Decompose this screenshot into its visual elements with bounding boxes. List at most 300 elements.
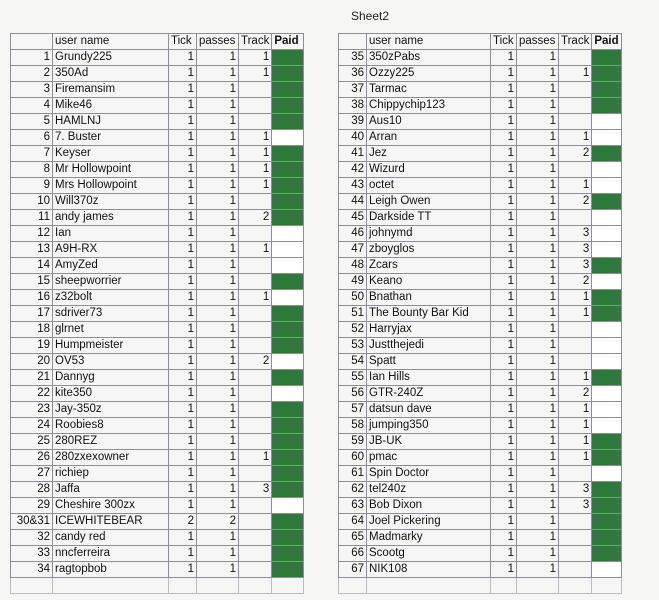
user-name-cell: Mike46 xyxy=(53,98,169,114)
table-row xyxy=(339,466,622,482)
tick-cell: 1 xyxy=(169,242,197,258)
track-cell: 1 xyxy=(239,50,272,66)
track-cell: 1 xyxy=(559,130,592,146)
tick-cell: 1 xyxy=(169,162,197,178)
track-cell: 1 xyxy=(559,418,592,434)
user-name-cell: Mr Hollowpoint xyxy=(53,162,169,178)
tick-cell: 1 xyxy=(491,450,517,466)
user-name-cell: zboyglos xyxy=(367,242,491,258)
tick-cell: 1 xyxy=(491,306,517,322)
sheet-title: Sheet2 xyxy=(351,9,390,23)
paid-cell xyxy=(592,162,622,178)
track-cell xyxy=(239,114,272,130)
table-row xyxy=(11,242,304,258)
row-number: 66 xyxy=(339,546,367,562)
tick-cell: 1 xyxy=(491,562,517,578)
track-cell: 1 xyxy=(559,402,592,418)
user-name-cell: kite350 xyxy=(53,386,169,402)
tick-cell: 1 xyxy=(169,66,197,82)
track-cell: 1 xyxy=(559,370,592,386)
track-cell: 3 xyxy=(559,482,592,498)
paid-cell xyxy=(272,498,304,514)
row-number: 15 xyxy=(11,274,53,290)
paid-cell xyxy=(592,562,622,578)
header-paid: Paid xyxy=(592,34,622,50)
passes-cell: 1 xyxy=(197,354,239,370)
passes-cell: 1 xyxy=(517,50,559,66)
empty-cell xyxy=(367,578,491,594)
passes-cell: 1 xyxy=(517,146,559,162)
user-name-cell: Leigh Owen xyxy=(367,194,491,210)
user-name-cell: GTR-240Z xyxy=(367,386,491,402)
passes-cell: 1 xyxy=(517,290,559,306)
user-name-cell: Firemansim xyxy=(53,82,169,98)
empty-cell xyxy=(11,578,53,594)
paid-cell xyxy=(272,546,304,562)
user-name-cell: Keano xyxy=(367,274,491,290)
track-cell xyxy=(239,402,272,418)
empty-cell xyxy=(53,578,169,594)
track-cell xyxy=(559,114,592,130)
user-name-cell: ragtopbob xyxy=(53,562,169,578)
header-row xyxy=(11,34,304,50)
user-name-cell: Humpmeister xyxy=(53,338,169,354)
user-name-cell: Arran xyxy=(367,130,491,146)
user-name-cell: A9H-RX xyxy=(53,242,169,258)
track-cell: 1 xyxy=(239,130,272,146)
passes-cell: 1 xyxy=(517,98,559,114)
row-number: 3 xyxy=(11,82,53,98)
table-row xyxy=(339,482,622,498)
track-cell: 1 xyxy=(559,306,592,322)
tick-cell: 1 xyxy=(169,450,197,466)
passes-cell: 1 xyxy=(517,274,559,290)
row-number: 2 xyxy=(11,66,53,82)
tick-cell: 1 xyxy=(169,370,197,386)
paid-cell xyxy=(272,514,304,530)
table-row xyxy=(339,322,622,338)
tick-cell: 1 xyxy=(491,338,517,354)
tick-cell: 1 xyxy=(491,146,517,162)
row-number: 53 xyxy=(339,338,367,354)
row-number: 4 xyxy=(11,98,53,114)
row-number: 13 xyxy=(11,242,53,258)
row-number: 10 xyxy=(11,194,53,210)
paid-cell xyxy=(592,450,622,466)
passes-cell: 1 xyxy=(517,386,559,402)
user-name-cell: Ian Hills xyxy=(367,370,491,386)
table-row xyxy=(339,146,622,162)
paid-cell xyxy=(272,178,304,194)
paid-cell xyxy=(272,402,304,418)
row-number: 60 xyxy=(339,450,367,466)
passes-cell: 1 xyxy=(197,290,239,306)
table-row xyxy=(339,162,622,178)
row-number: 58 xyxy=(339,418,367,434)
user-name-cell: Mrs Hollowpoint xyxy=(53,178,169,194)
table-row xyxy=(339,370,622,386)
track-cell xyxy=(559,354,592,370)
row-number: 47 xyxy=(339,242,367,258)
user-name-cell: sheepworrier xyxy=(53,274,169,290)
track-cell: 2 xyxy=(559,146,592,162)
tick-cell: 1 xyxy=(169,210,197,226)
row-number: 50 xyxy=(339,290,367,306)
passes-cell: 1 xyxy=(197,370,239,386)
track-cell xyxy=(239,466,272,482)
paid-cell xyxy=(272,274,304,290)
tick-cell: 1 xyxy=(169,178,197,194)
passes-cell: 1 xyxy=(197,562,239,578)
track-cell xyxy=(559,162,592,178)
table-row xyxy=(339,242,622,258)
track-cell xyxy=(239,98,272,114)
user-name-cell: Zcars xyxy=(367,258,491,274)
track-cell xyxy=(559,514,592,530)
paid-cell xyxy=(592,114,622,130)
tick-cell: 1 xyxy=(491,434,517,450)
paid-cell xyxy=(592,178,622,194)
empty-row xyxy=(11,578,304,594)
row-number: 67 xyxy=(339,562,367,578)
header-track: Track xyxy=(559,34,592,50)
tick-cell: 1 xyxy=(169,482,197,498)
user-name-cell: johnymd xyxy=(367,226,491,242)
paid-cell xyxy=(272,530,304,546)
table-row xyxy=(11,162,304,178)
passes-cell: 1 xyxy=(517,562,559,578)
user-name-cell: Bnathan xyxy=(367,290,491,306)
tick-cell: 1 xyxy=(491,386,517,402)
table-row xyxy=(339,274,622,290)
passes-cell: 1 xyxy=(517,546,559,562)
table-row xyxy=(339,386,622,402)
track-cell xyxy=(239,386,272,402)
paid-cell xyxy=(592,354,622,370)
tick-cell: 1 xyxy=(491,402,517,418)
tick-cell: 1 xyxy=(169,114,197,130)
track-cell xyxy=(559,546,592,562)
passes-cell: 1 xyxy=(517,434,559,450)
tick-cell: 1 xyxy=(491,114,517,130)
table-row xyxy=(11,226,304,242)
table-row xyxy=(339,258,622,274)
user-name-cell: 280REZ xyxy=(53,434,169,450)
track-cell: 3 xyxy=(559,258,592,274)
passes-cell: 1 xyxy=(197,98,239,114)
track-cell xyxy=(239,322,272,338)
passes-cell: 1 xyxy=(517,450,559,466)
paid-cell xyxy=(592,210,622,226)
track-cell xyxy=(559,98,592,114)
row-number: 65 xyxy=(339,530,367,546)
tick-cell: 1 xyxy=(491,258,517,274)
tick-cell: 1 xyxy=(169,290,197,306)
user-name-cell: 280zxexowner xyxy=(53,450,169,466)
user-name-cell: z32bolt xyxy=(53,290,169,306)
table-row xyxy=(11,146,304,162)
track-cell: 1 xyxy=(239,66,272,82)
table-row xyxy=(339,210,622,226)
tick-cell: 1 xyxy=(169,274,197,290)
tick-cell: 1 xyxy=(169,306,197,322)
tick-cell: 1 xyxy=(169,386,197,402)
table-row xyxy=(11,178,304,194)
paid-cell xyxy=(272,226,304,242)
row-number: 36 xyxy=(339,66,367,82)
tick-cell: 1 xyxy=(169,82,197,98)
table-row xyxy=(11,322,304,338)
tick-cell: 1 xyxy=(491,194,517,210)
table-row xyxy=(339,82,622,98)
passes-cell: 1 xyxy=(197,338,239,354)
table-row xyxy=(339,290,622,306)
user-name-cell: The Bounty Bar Kid xyxy=(367,306,491,322)
paid-cell xyxy=(592,194,622,210)
tick-cell: 1 xyxy=(491,210,517,226)
header-passes: passes xyxy=(197,34,239,50)
passes-cell: 1 xyxy=(197,498,239,514)
row-number: 34 xyxy=(11,562,53,578)
user-name-cell: 7. Buster xyxy=(53,130,169,146)
table-row xyxy=(339,226,622,242)
empty-row xyxy=(339,578,622,594)
track-cell xyxy=(239,82,272,98)
track-cell: 1 xyxy=(239,450,272,466)
table-row xyxy=(11,338,304,354)
table-row xyxy=(339,354,622,370)
row-number: 5 xyxy=(11,114,53,130)
table-row xyxy=(11,194,304,210)
row-number: 42 xyxy=(339,162,367,178)
user-name-cell: Aus10 xyxy=(367,114,491,130)
table-row xyxy=(11,386,304,402)
track-cell: 1 xyxy=(559,434,592,450)
table-row xyxy=(11,530,304,546)
user-name-cell: ICEWHITEBEAR xyxy=(53,514,169,530)
row-number: 61 xyxy=(339,466,367,482)
tick-cell: 1 xyxy=(491,482,517,498)
passes-cell: 1 xyxy=(517,178,559,194)
table-row xyxy=(339,130,622,146)
paid-cell xyxy=(592,82,622,98)
tick-cell: 1 xyxy=(169,530,197,546)
track-cell: 3 xyxy=(559,242,592,258)
passes-cell: 1 xyxy=(197,82,239,98)
user-name-cell: OV53 xyxy=(53,354,169,370)
paid-cell xyxy=(272,290,304,306)
row-number: 9 xyxy=(11,178,53,194)
tick-cell: 1 xyxy=(491,242,517,258)
table-row xyxy=(11,498,304,514)
paid-cell xyxy=(272,370,304,386)
tick-cell: 1 xyxy=(491,66,517,82)
row-number: 32 xyxy=(11,530,53,546)
user-name-cell: glrnet xyxy=(53,322,169,338)
table-row xyxy=(11,274,304,290)
table-row xyxy=(339,562,622,578)
track-cell xyxy=(239,514,272,530)
tick-cell: 1 xyxy=(491,354,517,370)
track-cell: 1 xyxy=(239,178,272,194)
row-number: 7 xyxy=(11,146,53,162)
paid-cell xyxy=(272,450,304,466)
track-cell xyxy=(239,418,272,434)
row-number: 16 xyxy=(11,290,53,306)
passes-cell: 1 xyxy=(517,498,559,514)
table-row xyxy=(339,434,622,450)
passes-cell: 1 xyxy=(197,114,239,130)
row-number: 57 xyxy=(339,402,367,418)
user-name-cell: Justthejedi xyxy=(367,338,491,354)
table-row xyxy=(11,130,304,146)
passes-cell: 1 xyxy=(197,306,239,322)
paid-cell xyxy=(592,290,622,306)
user-name-cell: Joel Pickering xyxy=(367,514,491,530)
paid-cell xyxy=(272,194,304,210)
table-row xyxy=(11,434,304,450)
empty-cell xyxy=(491,578,517,594)
row-number: 55 xyxy=(339,370,367,386)
row-number: 37 xyxy=(339,82,367,98)
tick-cell: 1 xyxy=(491,370,517,386)
track-cell: 2 xyxy=(559,194,592,210)
paid-cell xyxy=(272,66,304,82)
paid-cell xyxy=(592,418,622,434)
empty-cell xyxy=(559,578,592,594)
paid-cell xyxy=(272,130,304,146)
table-row xyxy=(11,50,304,66)
row-number: 22 xyxy=(11,386,53,402)
header-number xyxy=(11,34,53,50)
track-cell xyxy=(559,530,592,546)
user-name-cell: Scootg xyxy=(367,546,491,562)
user-name-cell: nncferreira xyxy=(53,546,169,562)
track-cell xyxy=(239,370,272,386)
paid-cell xyxy=(272,258,304,274)
passes-cell: 1 xyxy=(197,178,239,194)
empty-cell xyxy=(272,578,304,594)
paid-cell xyxy=(272,562,304,578)
row-number: 26 xyxy=(11,450,53,466)
paid-cell xyxy=(272,242,304,258)
user-name-cell: Jaffa xyxy=(53,482,169,498)
passes-cell: 1 xyxy=(517,354,559,370)
header-row xyxy=(339,34,622,50)
passes-cell: 1 xyxy=(517,242,559,258)
user-name-cell: Harryjax xyxy=(367,322,491,338)
row-number: 11 xyxy=(11,210,53,226)
tick-cell: 1 xyxy=(169,562,197,578)
track-cell: 3 xyxy=(559,498,592,514)
table-row xyxy=(11,466,304,482)
tick-cell: 1 xyxy=(491,162,517,178)
paid-cell xyxy=(272,354,304,370)
row-number: 48 xyxy=(339,258,367,274)
track-cell: 1 xyxy=(239,290,272,306)
passes-cell: 1 xyxy=(197,242,239,258)
table-row xyxy=(339,114,622,130)
track-cell: 2 xyxy=(239,354,272,370)
passes-cell: 1 xyxy=(197,146,239,162)
row-number: 14 xyxy=(11,258,53,274)
paid-cell xyxy=(272,418,304,434)
user-name-cell: JB-UK xyxy=(367,434,491,450)
table-row xyxy=(339,530,622,546)
passes-cell: 2 xyxy=(197,514,239,530)
passes-cell: 1 xyxy=(517,66,559,82)
passes-cell: 1 xyxy=(517,370,559,386)
row-number: 52 xyxy=(339,322,367,338)
user-name-cell: 350Ad xyxy=(53,66,169,82)
paid-cell xyxy=(272,466,304,482)
row-number: 63 xyxy=(339,498,367,514)
header-user-name: user name xyxy=(53,34,169,50)
tick-cell: 1 xyxy=(169,226,197,242)
user-name-cell: Ian xyxy=(53,226,169,242)
track-cell xyxy=(559,210,592,226)
table-row xyxy=(11,514,304,530)
user-name-cell: datsun dave xyxy=(367,402,491,418)
passes-cell: 1 xyxy=(517,194,559,210)
paid-cell xyxy=(592,274,622,290)
row-number: 62 xyxy=(339,482,367,498)
passes-cell: 1 xyxy=(517,482,559,498)
tick-cell: 1 xyxy=(491,546,517,562)
table-row xyxy=(11,290,304,306)
user-name-cell: Chippychip123 xyxy=(367,98,491,114)
passes-cell: 1 xyxy=(197,274,239,290)
row-number: 29 xyxy=(11,498,53,514)
track-cell: 3 xyxy=(239,482,272,498)
paid-cell xyxy=(592,258,622,274)
row-number: 45 xyxy=(339,210,367,226)
user-name-cell: NIK108 xyxy=(367,562,491,578)
table-row xyxy=(11,546,304,562)
track-cell xyxy=(239,338,272,354)
passes-cell: 1 xyxy=(197,130,239,146)
passes-cell: 1 xyxy=(517,226,559,242)
track-cell xyxy=(239,194,272,210)
table-row xyxy=(11,370,304,386)
row-number: 44 xyxy=(339,194,367,210)
user-name-cell: Jez xyxy=(367,146,491,162)
tick-cell: 1 xyxy=(169,418,197,434)
tick-cell: 1 xyxy=(169,546,197,562)
user-name-cell: Spin Doctor xyxy=(367,466,491,482)
header-passes: passes xyxy=(517,34,559,50)
user-name-cell: Grundy225 xyxy=(53,50,169,66)
user-name-cell: Cheshire 300zx xyxy=(53,498,169,514)
row-number: 41 xyxy=(339,146,367,162)
row-number: 30&31 xyxy=(11,514,53,530)
user-name-cell: Ozzy225 xyxy=(367,66,491,82)
paid-cell xyxy=(592,66,622,82)
passes-cell: 1 xyxy=(197,466,239,482)
row-number: 24 xyxy=(11,418,53,434)
track-cell: 2 xyxy=(239,210,272,226)
passes-cell: 1 xyxy=(517,418,559,434)
user-name-cell: andy james xyxy=(53,210,169,226)
track-cell xyxy=(239,226,272,242)
track-cell xyxy=(559,322,592,338)
paid-cell xyxy=(592,514,622,530)
user-name-cell: Madmarky xyxy=(367,530,491,546)
user-name-cell: Darkside TT xyxy=(367,210,491,226)
paid-cell xyxy=(592,402,622,418)
track-cell xyxy=(239,530,272,546)
table-row xyxy=(11,82,304,98)
